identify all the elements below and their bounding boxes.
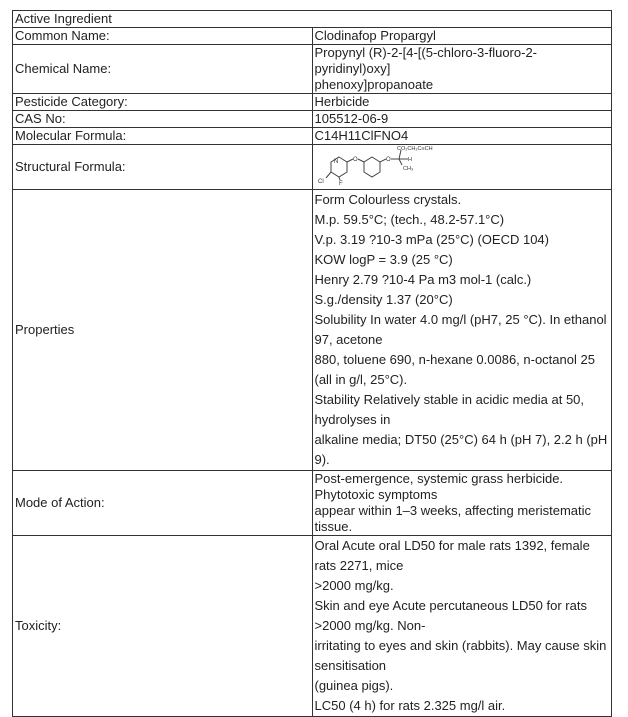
structural-formula-cell [312, 145, 612, 190]
atom-h: H [407, 157, 412, 163]
category-value: Herbicide [312, 94, 612, 111]
active-ingredient-table [12, 10, 612, 717]
toxicity-line: Oral Acute oral LD50 for male rats 1392, female rats 2271, mice [314, 538, 590, 573]
toxicity-line: Skin and eye Acute percutaneous LD50 for rats >2000 mg/kg. Non- [314, 598, 587, 633]
atom-o1: O [352, 157, 358, 163]
chemical-name-line: Propynyl (R)-2-[4-[(5-chloro-3-fluoro-2-pyridinyl)oxy] [314, 45, 537, 76]
properties-line: Stability Relatively stable in acidic media at 50, hydrolyses in [314, 392, 585, 427]
atom-cl: Cl [317, 179, 324, 185]
ester-group: CO₂CH₂C≡CH [396, 146, 433, 152]
category-label: Pesticide Category: [13, 94, 313, 111]
benzene-ring [364, 157, 380, 177]
methyl-group: CH₃ [402, 166, 413, 172]
atom-n: N [333, 159, 338, 165]
properties-line: 880, toluene 690, n-hexane 0.0086, n-octanol 25 (all in g/l, 25°C). [314, 352, 595, 387]
properties-line: V.p. 3.19 ?10-3 mPa (25°C) (OECD 104) [314, 232, 549, 247]
structural-formula-image [313, 145, 473, 185]
cas-label: CAS No: [13, 111, 313, 128]
mode-of-action-line: Post-emergence, systemic grass herbicide. Phytotoxic symptoms [314, 471, 564, 502]
structural-formula-label: Structural Formula: [13, 145, 313, 190]
atom-o2: O [385, 157, 391, 163]
properties-line: KOW logP = 3.9 (25 °C) [314, 252, 453, 267]
mode-of-action-line: appear within 1–3 weeks, affecting meristematic tissue. [314, 503, 592, 534]
mode-of-action-value [312, 471, 612, 536]
toxicity-label: Toxicity: [13, 536, 313, 717]
properties-label: Properties [13, 190, 313, 471]
cas-value: 105512-06-9 [312, 111, 612, 128]
toxicity-line: (guinea pigs). [314, 678, 394, 693]
toxicity-value [312, 536, 612, 717]
table-title: Active Ingredient [13, 11, 612, 28]
toxicity-line: >2000 mg/kg. [314, 578, 394, 593]
chemical-name-line: phenoxy]propanoate [314, 77, 434, 92]
common-name-value: Clodinafop Propargyl [312, 28, 612, 45]
properties-value [312, 190, 612, 471]
chemical-name-label: Chemical Name: [13, 45, 313, 94]
properties-line: M.p. 59.5°C; (tech., 48.2-57.1°C) [314, 212, 505, 227]
mode-of-action-label: Mode of Action: [13, 471, 313, 536]
molecular-formula-value: C14H11ClFNO4 [312, 128, 612, 145]
properties-line: Solubility In water 4.0 mg/l (pH7, 25 °C). In ethanol 97, acetone [314, 312, 607, 347]
molecular-formula-label: Molecular Formula: [13, 128, 313, 145]
atom-f: F [338, 181, 343, 185]
properties-line: alkaline media; DT50 (25°C) 64 h (pH 7), 2.2 h (pH 9). [314, 432, 608, 467]
properties-line: S.g./density 1.37 (20°C) [314, 292, 453, 307]
toxicity-line: LC50 (4 h) for rats 2.325 mg/l air. [314, 698, 506, 713]
chemical-name-value [312, 45, 612, 94]
properties-line: Henry 2.79 ?10-4 Pa m3 mol-1 (calc.) [314, 272, 532, 287]
common-name-label: Common Name: [13, 28, 313, 45]
properties-line: Form Colourless crystals. [314, 192, 462, 207]
toxicity-line: irritating to eyes and skin (rabbits). May cause skin sensitisation [314, 638, 607, 673]
